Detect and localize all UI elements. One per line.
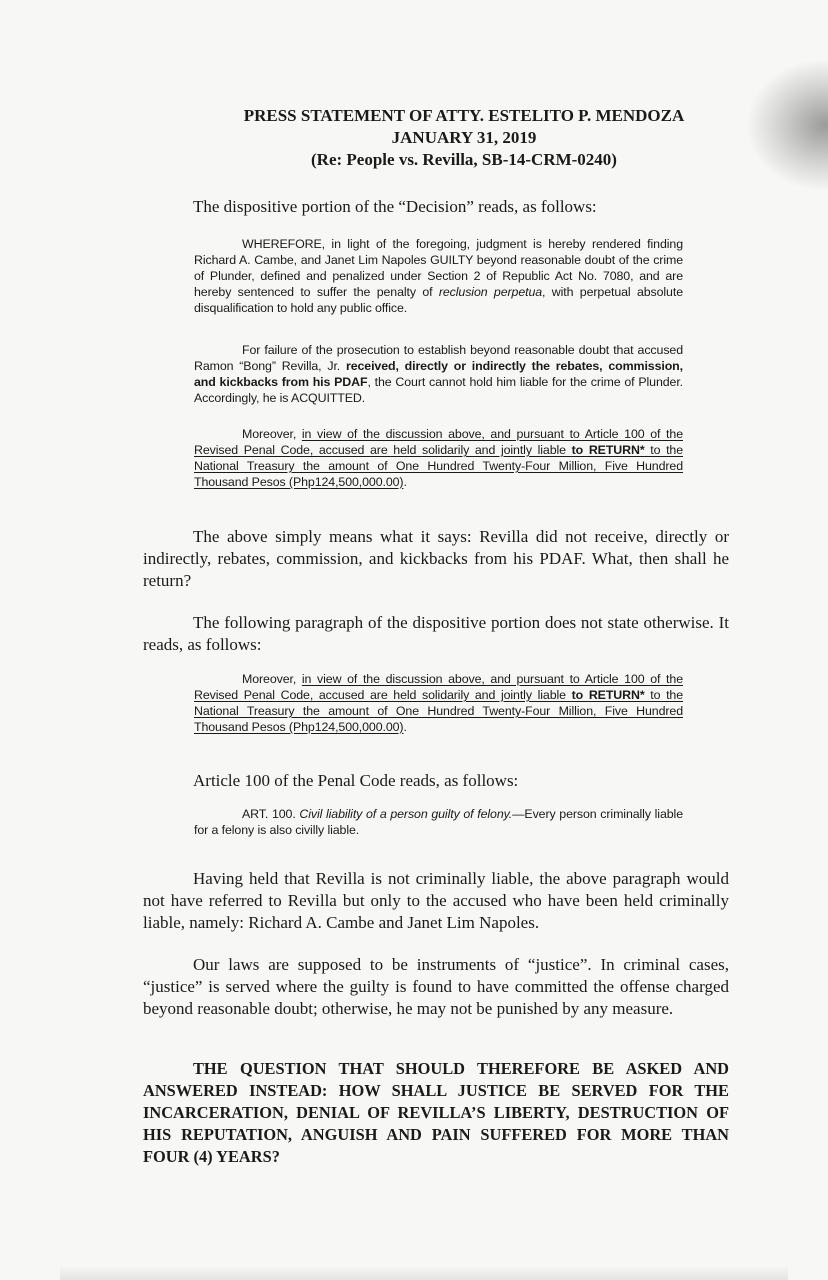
- quote-acquittal: [194, 342, 683, 406]
- paragraph-justice: Our laws are supposed to be instruments of “justice”. In criminal cases, “justice” is served where the guilty is found to have committed the offense charged beyond reasonable doubt; otherwise, he may not be punished by any measure.: [143, 955, 729, 1018]
- paragraph-following: The following paragraph of the dispositive portion does not state otherwise. It reads, as follows:: [143, 613, 729, 654]
- quote-underlined: in view of the discussion above, and pursuant to Article 100 of the Revised Penal Code, accused are held solidarily and jointly liable: [194, 427, 683, 457]
- quote-italic: Civil liability of a person guilty of felony.: [299, 807, 513, 821]
- statement-case: (Re: People vs. Revilla, SB-14-CRM-0240): [311, 150, 617, 169]
- quote-text: , with perpetual absolute disqualification to hold any public office.: [194, 285, 683, 315]
- quote-article-100: [194, 806, 683, 838]
- quote-underlined: to the National Treasury the amount of One Hundred Twenty-Four Million, Five Hundred Thousand Pesos (Php124,500,000.00): [194, 688, 684, 734]
- quote-wherefore: [194, 236, 683, 316]
- statement-title: PRESS STATEMENT OF ATTY. ESTELITO P. MENDOZA: [243, 106, 685, 125]
- quote-text: —Every person criminally liable for a felony is also civilly liable.: [194, 807, 683, 837]
- quote-text: .: [403, 475, 407, 489]
- quote-italic: reclusion perpetua: [438, 285, 543, 299]
- scan-edge: [60, 1266, 788, 1280]
- quote-text: , the Court cannot hold him liable for the crime of Plunder. Accordingly, he is ACQUITTED.: [194, 375, 684, 405]
- paragraph-simply-means: The above simply means what it says: Revilla did not receive, directly or indirectly, rebates, commission, and kickbacks from his PDAF. What, then shall he return?: [143, 527, 729, 590]
- quote-text: Moreover,: [242, 672, 302, 686]
- closing-question: THE QUESTION THAT SHOULD THEREFORE BE ASKED AND ANSWERED INSTEAD: HOW SHALL JUSTICE BE SERVED FOR THE INCARCERATION, DENIAL OF REVILLA’S LIBERTY, DESTRUCTION OF HIS REPUTATION, ANGUISH AND PAIN SUFFERED FOR MORE THAN FOUR (4) YEARS?: [143, 1059, 729, 1166]
- quote-underlined: in view of the discussion above, and pursuant to Article 100 of the Revised Penal Code, accused are held solidarily and jointly liable: [194, 672, 683, 702]
- quote-moreover-2: [194, 671, 683, 735]
- quote-underlined: to the National Treasury the amount of One Hundred Twenty-Four Million, Five Hundred Thousand Pesos (Php124,500,000.00): [194, 443, 684, 489]
- intro-paragraph: The dispositive portion of the “Decision” reads, as follows:: [193, 197, 597, 216]
- quote-text: .: [403, 720, 407, 734]
- quote-bold: received, directly or indirectly the rebates, commission, and kickbacks from his PDAF: [194, 359, 683, 389]
- quote-text: WHEREFORE, in light of the foregoing, judgment is hereby rendered finding Richard A. Cambe, and Janet Lim Napoles GUILTY beyond reasonable doubt of the crime of Plunder, defined and penalized under Section 2 of Republic Act No. 7080, and are hereby sentenced to suffer the penalty of: [194, 237, 683, 299]
- paragraph-article-100: Article 100 of the Penal Code reads, as follows:: [193, 771, 519, 790]
- statement-date: JANUARY 31, 2019: [391, 128, 537, 147]
- quote-text: Moreover,: [242, 427, 302, 441]
- quote-text: ART. 100.: [242, 807, 300, 821]
- quote-text: For failure of the prosecution to establish beyond reasonable doubt that accused Ramon “Bong” Revilla, Jr.: [194, 343, 683, 373]
- paragraph-not-liable: Having held that Revilla is not criminally liable, the above paragraph would not have referred to Revilla but only to the accused who have been held criminally liable, namely: Richard A. Cambe and Janet Lim Napoles.: [143, 869, 729, 932]
- quote-bold-underlined: to RETURN*: [571, 443, 645, 457]
- quote-moreover-1: [194, 426, 683, 490]
- quote-bold-underlined: to RETURN*: [571, 688, 645, 702]
